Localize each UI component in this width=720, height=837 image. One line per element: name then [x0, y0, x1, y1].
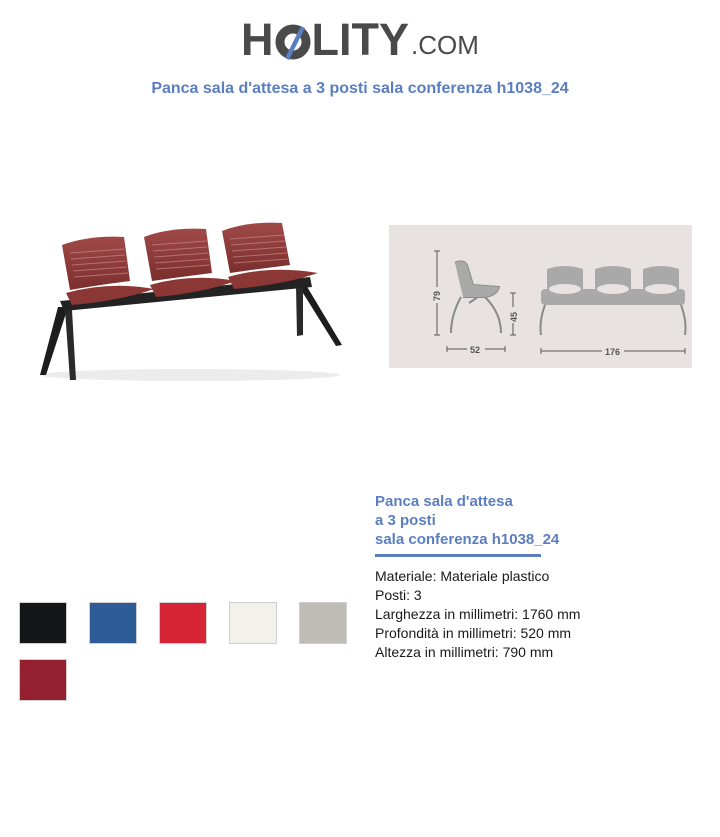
spec-material: Materiale: Materiale plastico: [375, 568, 550, 584]
logo-tld: .COM: [411, 30, 479, 60]
details-title-line-1: Panca sala d'attesa: [375, 493, 513, 510]
logo-wordmark: [241, 14, 410, 65]
spec-height: Altezza in millimetri: 790 mm: [375, 644, 554, 660]
spec-width: Larghezza in millimetri: 1760 mm: [375, 606, 581, 622]
spec-depth: Profondità in millimetri: 520 mm: [375, 625, 572, 641]
color-swatch-blue[interactable]: [89, 602, 137, 644]
dimension-width: 176: [605, 347, 621, 357]
dimension-seat-height: 45: [509, 311, 519, 322]
color-swatch-bordeaux[interactable]: [19, 659, 67, 701]
details-title-line-3: sala conferenza h1038_24: [375, 531, 560, 548]
color-swatch-white[interactable]: [229, 602, 277, 644]
logo-text-left: H: [241, 14, 274, 65]
product-details: [375, 492, 705, 662]
product-photo: [20, 215, 355, 390]
page-title: Panca sala d'attesa a 3 posti sala conferenza h1038_24: [151, 80, 569, 97]
title-divider: [375, 554, 541, 557]
details-title-line-2: a 3 posti: [375, 512, 436, 529]
logo-text-right: LITY: [311, 14, 410, 65]
holity-logo[interactable]: [0, 12, 720, 65]
color-swatch-black[interactable]: [19, 602, 67, 644]
dimension-height: 79: [432, 290, 442, 301]
color-swatch-red[interactable]: [159, 602, 207, 644]
dimension-diagram: [389, 225, 692, 368]
spec-seats: Posti: 3: [375, 587, 422, 603]
details-title: [375, 492, 705, 549]
dimension-depth: 52: [470, 345, 481, 355]
color-swatch-grey[interactable]: [299, 602, 347, 644]
logo-o-icon: [275, 22, 311, 58]
